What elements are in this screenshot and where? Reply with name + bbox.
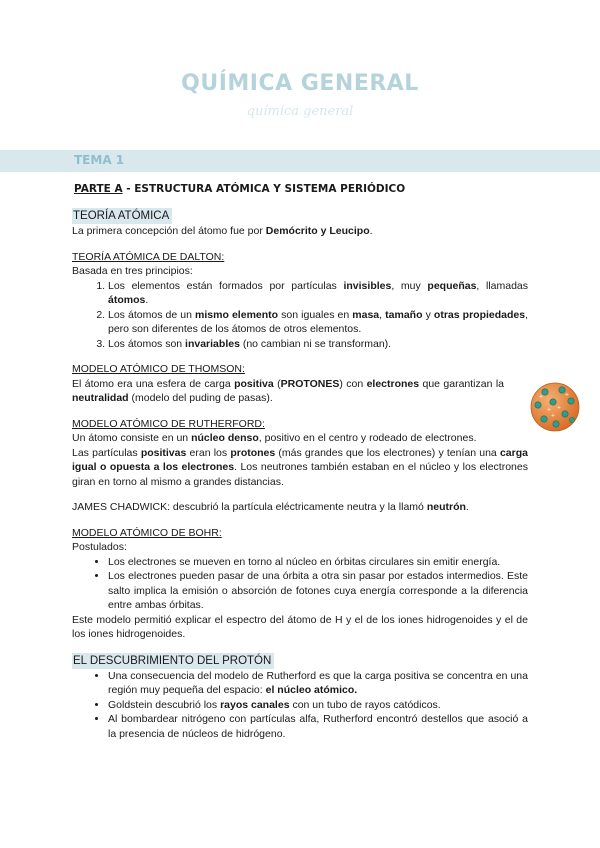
list-item: • Los electrones se mueven en torno al núcleo en órbitas circulares sin emitir energía. <box>108 555 528 570</box>
electron <box>535 402 541 408</box>
electron <box>568 398 574 404</box>
heading-rutherford: MODELO ATÓMICO DE RUTHERFORD: <box>72 417 265 430</box>
electron <box>541 416 547 422</box>
electron <box>562 411 568 417</box>
tema-label: TEMA 1 <box>74 153 125 167</box>
parte-rest: - ESTRUCTURA ATÓMICA Y SISTEMA PERIÓDICO <box>122 183 406 195</box>
dalton-intro: Basada en tres principios: <box>72 265 193 277</box>
paragraph-rutherford-1: Un átomo consiste en un núcleo denso, positivo en el centro y rodeado de electrones. <box>72 432 477 444</box>
paragraph-teoria-atomica: La primera concepción del átomo fue por Demócrito y Leucipo. <box>72 225 373 237</box>
heading-teoria-atomica: TEORÍA ATÓMICA <box>72 208 172 224</box>
paragraph-thomson: El átomo era una esfera de carga positiva (PROTONES) con electrones que garantizan la neutralidad (modelo del puding de pasas). <box>72 377 504 404</box>
list-item: • Los electrones pueden pasar de una órbita a otra sin pasar por estados intermedios. Este salto implica la emisión o absorción de fotones cuya energía corresponde a la diferencia entre ambas órbitas. <box>108 569 528 613</box>
thomson-atom-illustration <box>529 381 581 433</box>
page-subtitle: química general <box>246 104 354 119</box>
svg-text:+: + <box>550 413 556 419</box>
section-heading-parte <box>74 183 405 195</box>
proton-list <box>72 669 528 742</box>
svg-text:+: + <box>556 405 562 411</box>
electron <box>550 399 556 405</box>
list-item: • Goldstein descubrió los rayos canales con un tubo de rayos catódicos. <box>108 698 528 713</box>
document-body <box>72 208 528 741</box>
svg-text:+: + <box>538 394 544 400</box>
electron <box>553 421 559 427</box>
list-item: 3. Los átomos son invariables (no cambian ni se transforman). <box>108 337 528 352</box>
heading-bohr: MODELO ATÓMICO DE BOHR: <box>72 526 222 539</box>
heading-dalton: TEORÍA ATÓMICA DE DALTON: <box>72 250 225 263</box>
list-item: 1. Los elementos están formados por partículas invisibles, muy pequeñas, llamadas átomos. <box>108 279 528 308</box>
list-item: 2. Los átomos de un mismo elemento son iguales en masa, tamaño y otras propiedades, pero son diferentes de los átomos de otros elementos. <box>108 308 528 337</box>
heading-thomson: MODELO ATÓMICO DE THOMSON: <box>72 363 245 375</box>
parte-prefix: PARTE A <box>74 183 123 195</box>
dalton-list <box>72 279 528 352</box>
list-item: • Una consecuencia del modelo de Rutherford es que la carga positiva se concentra en una región muy pequeña del espacio: el núcleo atómico. <box>108 669 528 698</box>
paragraph-bohr: Este modelo permitió explicar el espectro del átomo de H y el de los iones hidrogenoides y el de los iones hidrogenoides. <box>72 613 528 640</box>
bohr-list <box>72 555 528 613</box>
heading-proton: EL DESCUBRIMIENTO DEL PROTÓN <box>72 653 274 669</box>
svg-text:+: + <box>564 392 570 398</box>
paragraph-chadwick: JAMES CHADWICK: descubrió la partícula eléctricamente neutra y la llamó neutrón. <box>72 501 469 513</box>
list-item: • Al bombardear nitrógeno con partículas alfa, Rutherford encontró destellos que asoció a la presencia de núcleos de hidrógeno. <box>108 712 528 741</box>
page-title: QUÍMICA GENERAL <box>181 71 419 96</box>
svg-text:+: + <box>546 407 552 413</box>
electron <box>569 417 574 422</box>
paragraph-rutherford-2: Las partículas positivas eran los protones (más grandes que los electrones) y tenían una carga igual o opuesta a los electrones. Los neutrones también estaban en el núcleo y los electrones giran en torno al mismo a grandes distancias. <box>72 446 528 488</box>
bohr-intro: Postulados: <box>72 541 127 553</box>
